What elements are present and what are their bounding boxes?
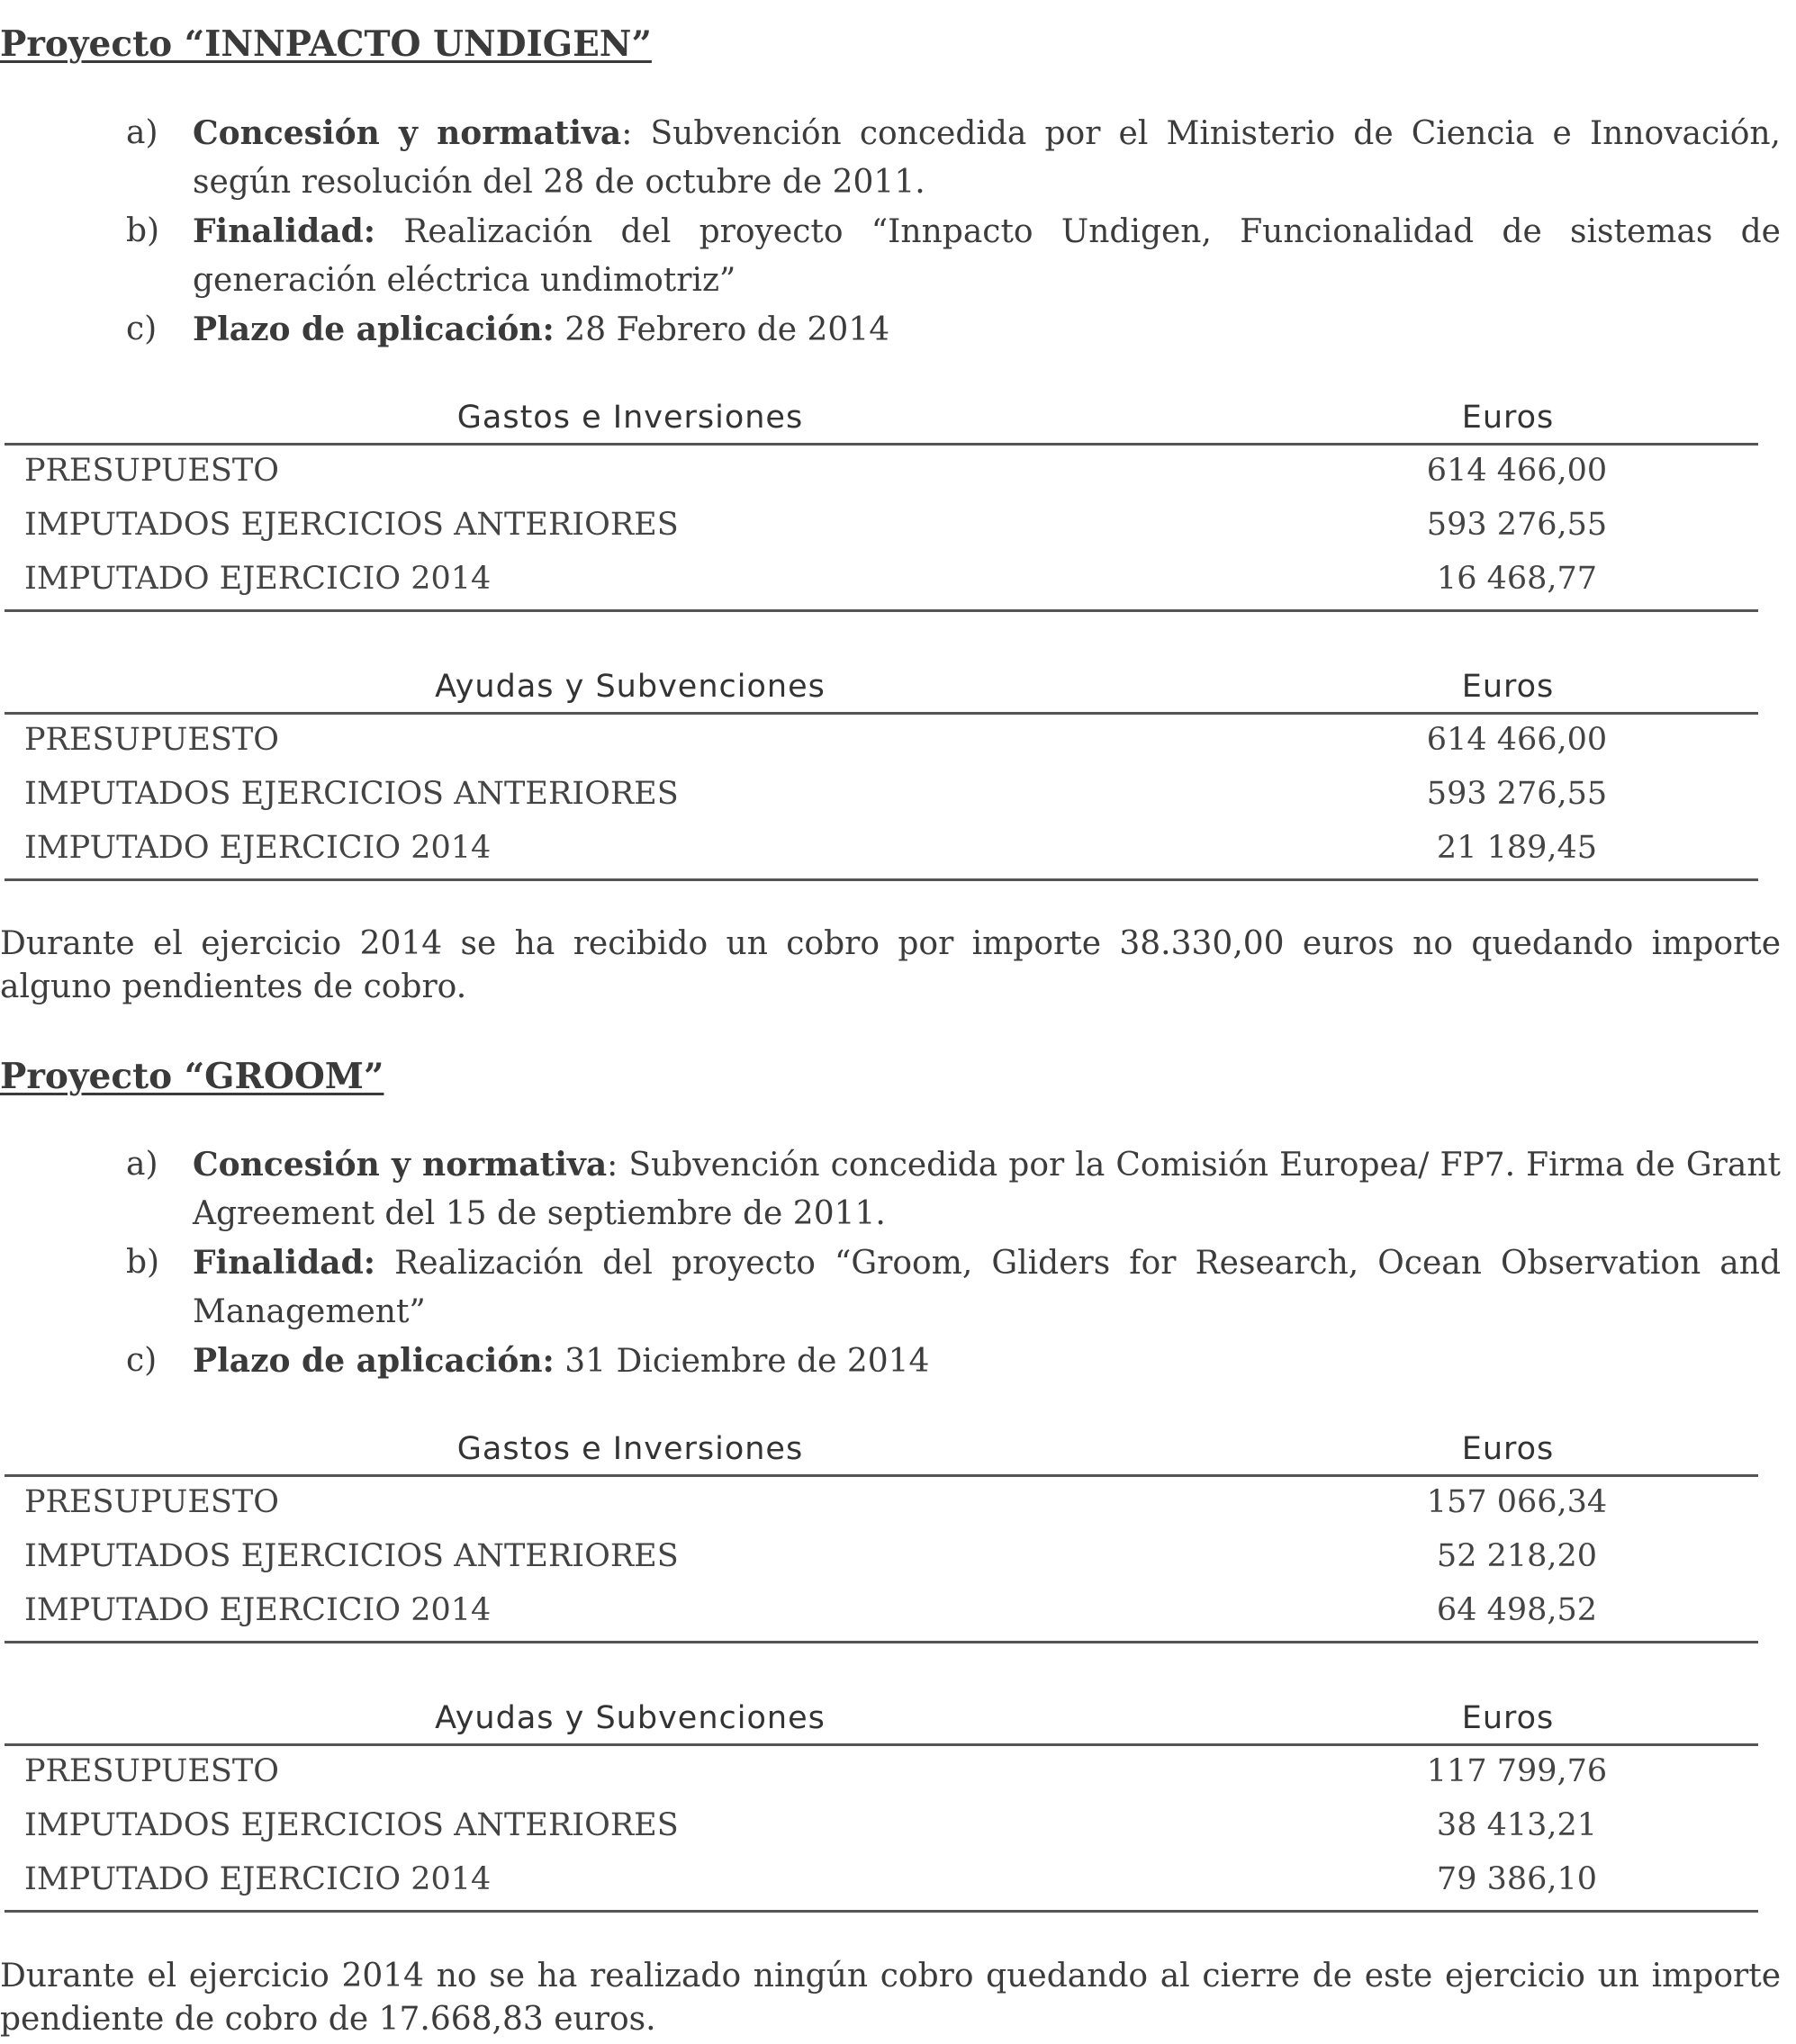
table-row (5, 1802, 1758, 1856)
table-body (5, 1477, 1758, 1643)
row-label: IMPUTADOS EJERCICIOS ANTERIORES (24, 507, 679, 543)
table-row (5, 1748, 1758, 1802)
list-marker: a) (126, 1146, 158, 1183)
row-label: PRESUPUESTO (24, 1484, 279, 1520)
column-header-concept: Ayudas y Subvenciones (435, 669, 826, 705)
row-value: 593 276,55 (1426, 776, 1608, 812)
project-details-list (126, 109, 1781, 355)
row-value: 593 276,55 (1426, 507, 1608, 543)
row-label: IMPUTADO EJERCICIO 2014 (24, 830, 492, 866)
table-row (5, 716, 1758, 770)
row-value: 614 466,00 (1426, 722, 1608, 758)
table-row (5, 1479, 1758, 1533)
row-value: 614 466,00 (1426, 453, 1608, 489)
ayudas-subvenciones-table (5, 1697, 1758, 1913)
row-value: 21 189,45 (1436, 830, 1598, 866)
list-item-finalidad (126, 207, 1781, 305)
column-header-concept: Ayudas y Subvenciones (435, 1700, 826, 1736)
table-body (5, 715, 1758, 881)
table-body (5, 446, 1758, 612)
row-value: 117 799,76 (1426, 1753, 1608, 1789)
row-value: 52 218,20 (1436, 1538, 1598, 1574)
column-header-euros: Euros (1461, 400, 1555, 436)
ayudas-subvenciones-table (5, 665, 1758, 881)
project-title: Proyecto “INNPACTO UNDIGEN” (0, 23, 652, 65)
list-item-concesion (126, 109, 1781, 207)
table-row (5, 1587, 1758, 1641)
table-header (5, 665, 1758, 715)
list-item-plazo (126, 305, 1781, 355)
row-value: 16 468,77 (1436, 561, 1598, 597)
row-value: 79 386,10 (1436, 1861, 1598, 1897)
table-row (5, 447, 1758, 501)
row-label: PRESUPUESTO (24, 722, 279, 758)
item-text: : Subvención concedida por el Ministerio de Ciencia e Innovación, según resolución del 28 de octubre de 2011. (193, 115, 1781, 201)
item-label: Finalidad: (193, 1244, 376, 1282)
row-label: IMPUTADOS EJERCICIOS ANTERIORES (24, 1538, 679, 1574)
column-header-euros: Euros (1461, 669, 1555, 705)
list-marker: b) (126, 212, 160, 249)
list-item-finalidad (126, 1238, 1781, 1337)
list-item-plazo (126, 1337, 1781, 1386)
row-value: 38 413,21 (1436, 1807, 1598, 1843)
row-label: IMPUTADO EJERCICIO 2014 (24, 1592, 492, 1628)
item-label: Plazo de aplicación: (193, 1342, 555, 1380)
column-header-concept: Gastos e Inversiones (456, 1431, 804, 1467)
list-marker: c) (126, 311, 158, 347)
item-text: : Subvención concedida por la Comisión Europea/ FP7. Firma de Grant Agreement del 15 de septiembre de 2011. (193, 1147, 1781, 1232)
list-marker: b) (126, 1244, 160, 1281)
row-label: IMPUTADO EJERCICIO 2014 (24, 561, 492, 597)
row-label: IMPUTADOS EJERCICIOS ANTERIORES (24, 1807, 679, 1843)
item-text: Realización del proyecto “Innpacto Undigen, Funcionalidad de sistemas de generación eléctrica undimotriz” (193, 213, 1781, 299)
column-header-euros: Euros (1461, 1700, 1555, 1736)
project-details-list (126, 1140, 1781, 1386)
table-header (5, 396, 1758, 446)
table-row (5, 1856, 1758, 1910)
gastos-inversiones-table (5, 396, 1758, 612)
list-marker: c) (126, 1342, 158, 1379)
item-text: 28 Febrero de 2014 (554, 311, 890, 348)
item-text: 31 Diciembre de 2014 (554, 1343, 930, 1380)
item-text: Realización del proyecto “Groom, Gliders for Research, Ocean Observation and Management” (193, 1245, 1781, 1330)
table-row (5, 555, 1758, 609)
row-label: IMPUTADOS EJERCICIOS ANTERIORES (24, 776, 679, 812)
table-row (5, 1533, 1758, 1587)
item-label: Plazo de aplicación: (193, 311, 555, 348)
table-row (5, 501, 1758, 555)
table-body (5, 1746, 1758, 1913)
row-value: 157 066,34 (1426, 1484, 1608, 1520)
project-title: Proyecto “GROOM” (0, 1056, 384, 1097)
list-marker: a) (126, 114, 158, 151)
row-label: IMPUTADO EJERCICIO 2014 (24, 1861, 492, 1897)
payment-note: Durante el ejercicio 2014 no se ha realizado ningún cobro quedando al cierre de este ejercicio un importe pendiente de cobro de 17.668,83 euros. (0, 1958, 1781, 2038)
list-item-concesion (126, 1140, 1781, 1238)
table-row (5, 824, 1758, 878)
column-header-concept: Gastos e Inversiones (456, 400, 804, 436)
table-header (5, 1697, 1758, 1746)
row-value: 64 498,52 (1436, 1592, 1598, 1628)
payment-note: Durante el ejercicio 2014 se ha recibido un cobro por importe 38.330,00 euros no quedando importe alguno pendientes de cobro. (0, 925, 1781, 1005)
gastos-inversiones-table (5, 1427, 1758, 1643)
item-label: Concesión y normativa (193, 1146, 608, 1184)
row-label: PRESUPUESTO (24, 453, 279, 489)
item-label: Finalidad: (193, 212, 376, 250)
row-label: PRESUPUESTO (24, 1753, 279, 1789)
item-label: Concesión y normativa (193, 114, 622, 152)
table-row (5, 770, 1758, 824)
column-header-euros: Euros (1461, 1431, 1555, 1467)
table-header (5, 1427, 1758, 1477)
